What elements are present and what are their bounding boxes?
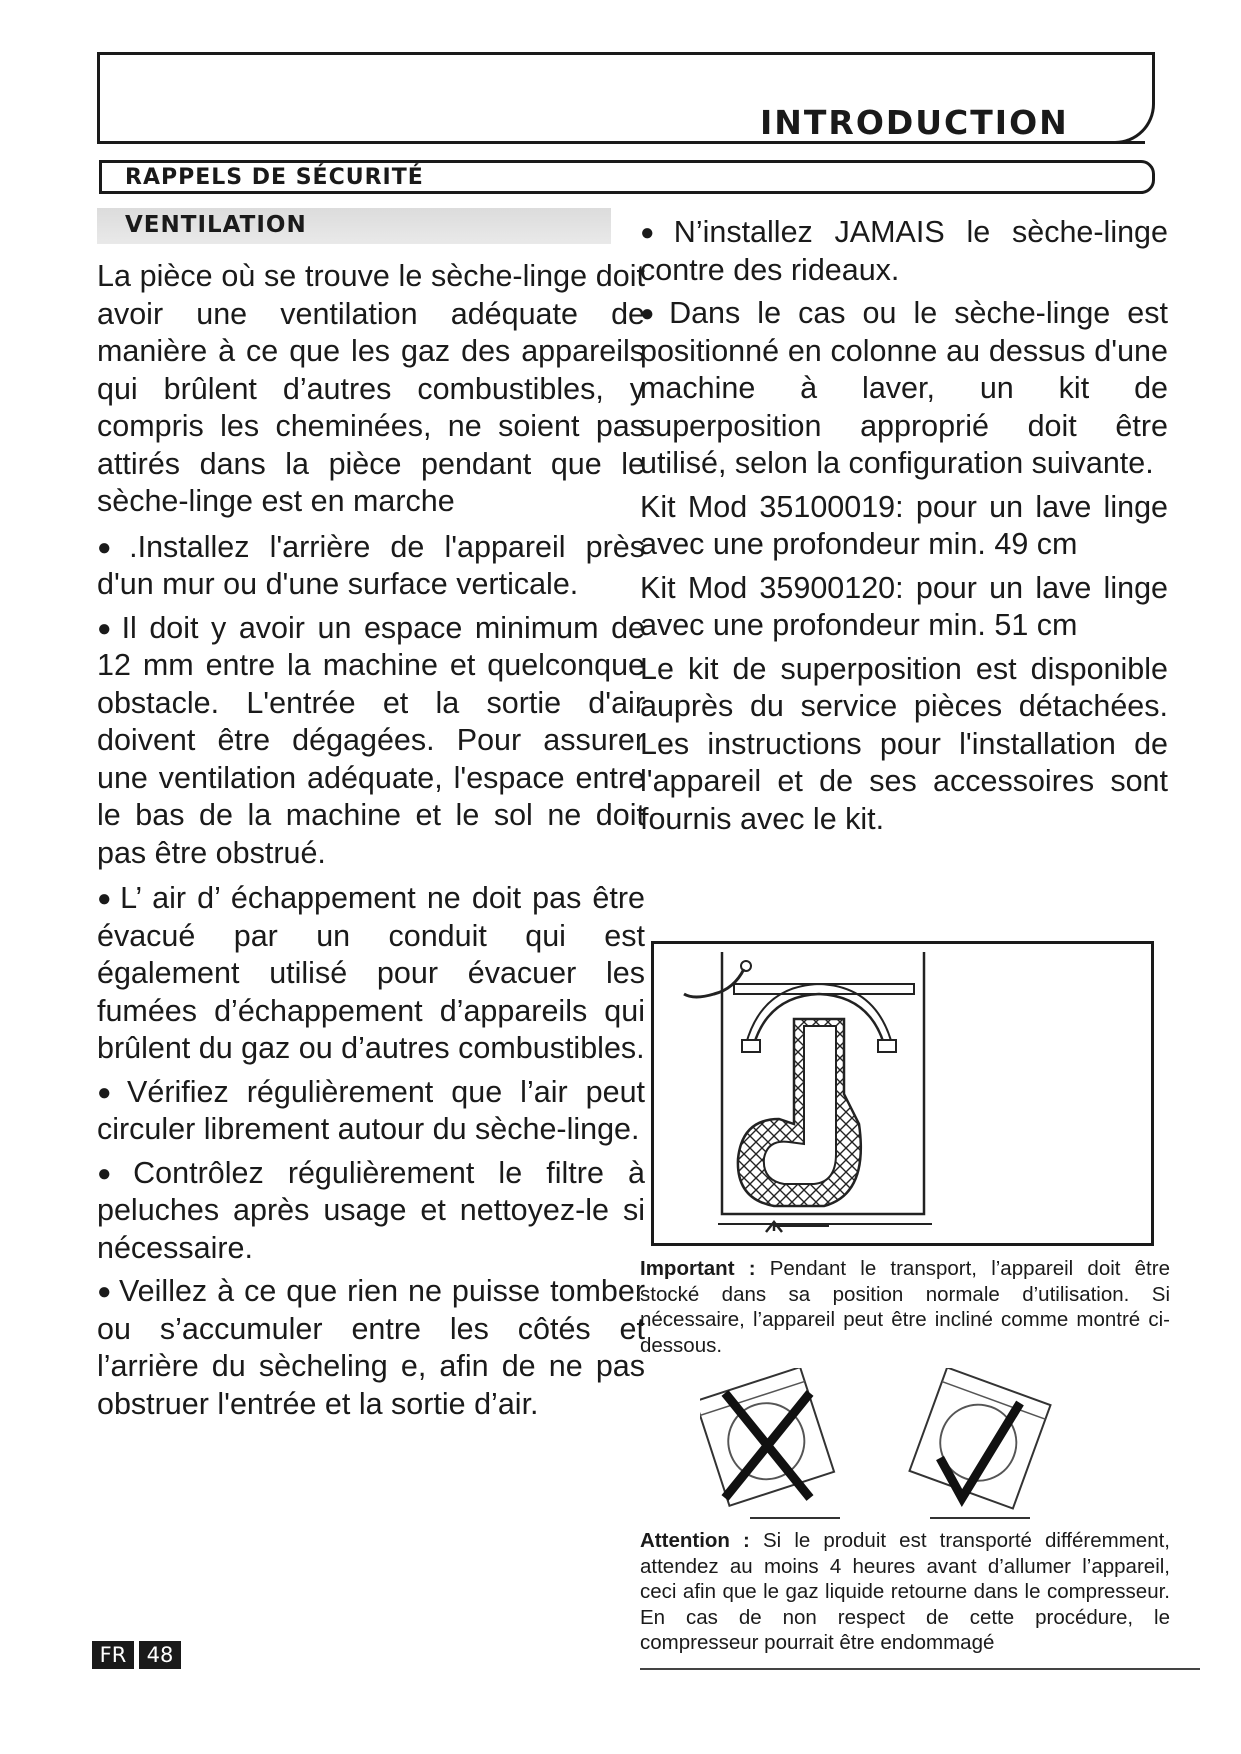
intro-rest: doit avoir une ventilation adéquate de manière à ce que les gaz des appareils qui brûlent d’autres combustibles, y compris les cheminées, ne soient pas attirés dans la pièce pendant que le sèche-linge est en marche bbox=[97, 259, 645, 518]
important-label: Important : bbox=[640, 1257, 756, 1280]
bullet-item bbox=[97, 610, 645, 873]
bullet-item bbox=[97, 1155, 645, 1268]
section-title: RAPPELS DE SÉCURITÉ bbox=[125, 165, 424, 190]
correct-tilt-icon bbox=[910, 1368, 1051, 1518]
bullet-text: Il doit y avoir un espace minimum de 12 mm entre la machine et quelconque obstacle. L'entrée et la sortie d'air doivent être dégagées. Pour assurer une ventilation adéquate, l'espace entre le bas de la machine et le sol ne doit pas être obstrué. bbox=[97, 610, 645, 870]
attention-label: Attention : bbox=[640, 1529, 750, 1552]
bullet-text: Vérifiez régulièrement que l’air peut circuler librement autour du sèche-linge. bbox=[97, 1074, 646, 1146]
page-title: INTRODUCTION bbox=[760, 103, 1069, 142]
kit-line: Kit Mod 35900120: pour un lave linge avec une profondeur min. 51 cm bbox=[640, 570, 1168, 642]
bullet-item bbox=[97, 1074, 645, 1149]
bullet-item bbox=[640, 295, 1168, 483]
attention-note bbox=[640, 1528, 1170, 1656]
intro-paragraph bbox=[97, 258, 645, 521]
bullet-item bbox=[97, 1273, 645, 1423]
stacking-kit-illustration bbox=[654, 944, 1151, 1243]
bullet-text: Contrôlez régulièrement le filtre à peluches après usage et nettoyez-le si nécessaire. bbox=[97, 1155, 645, 1265]
attention-text: Si le produit est transporté différemment, attendez au moins 4 heures avant d’allumer l’appareil, ceci afin que le gaz liquide retourne dans le compresseur. En cas de non respect de cette procédure, le compresseur pourrait être endommagé bbox=[640, 1529, 1170, 1654]
bullet-text: N’installez JAMAIS le sèche-linge contre des rideaux. bbox=[640, 215, 1168, 287]
important-note bbox=[640, 1256, 1170, 1358]
stacking-kit-diagram bbox=[651, 941, 1154, 1246]
intro-first-line: La pièce où se trouve le sèche-linge bbox=[97, 259, 588, 293]
wrong-tilt-icon bbox=[700, 1368, 840, 1518]
bullet-item bbox=[640, 214, 1168, 289]
bullet-text: Dans le cas ou le sèche-linge est positionné en colonne au dessus d'une machine à laver, un kit de superposition approprié doit être utilisé, selon la configuration suivante. bbox=[640, 296, 1168, 480]
bullet-icon: ● bbox=[97, 885, 115, 912]
bullet-icon: ● bbox=[97, 614, 116, 642]
tilt-illustrations bbox=[700, 1368, 1080, 1528]
header-frame-curve bbox=[1115, 52, 1155, 144]
bullet-item bbox=[97, 529, 645, 604]
kit-info-paragraph: Le kit de superposition est disponible auprès du service pièces détachées. Les instructions pour l'installation de l'appareil et de ses accessoires sont fournis avec le kit. bbox=[640, 651, 1168, 836]
bullet-text: Veillez à ce que rien ne puisse tomber ou s’accumuler entre les côtés et l’arrière du sècheling e, afin de ne pas obstruer l'entrée et la sortie d’air. bbox=[97, 1274, 646, 1421]
bullet-icon: ● bbox=[640, 219, 668, 246]
right-column bbox=[640, 214, 1168, 838]
language-badge: FR bbox=[92, 1641, 134, 1669]
bullet-text: .Installez l'arrière de l'appareil près d'un mur ou d'une surface verticale. bbox=[97, 529, 645, 601]
bullet-text: L’ air d’ échappement ne doit pas être évacué par un conduit qui est également utilisé pour évacuer les fumées d’échappement d’appareils qui brûlent du gaz ou d’autres combustibles. bbox=[97, 881, 645, 1065]
bullet-item bbox=[97, 880, 645, 1068]
bullet-icon: ● bbox=[97, 1159, 128, 1187]
ventilation-title: VENTILATION bbox=[125, 212, 307, 238]
important-text: Pendant le transport, l’appareil doit être stocké dans sa position normale d’utilisation. Si nécessaire, l’appareil peut être incliné comme montré ci-dessous. bbox=[640, 1257, 1170, 1357]
bullet-icon: ● bbox=[97, 1078, 122, 1106]
bullet-icon: ● bbox=[97, 533, 124, 561]
kit-line: Kit Mod 35100019: pour un lave linge avec une profondeur min. 49 cm bbox=[640, 489, 1168, 561]
page-number: 48 bbox=[139, 1641, 181, 1669]
left-column bbox=[97, 258, 645, 1423]
footer-rule bbox=[640, 1668, 1200, 1670]
bullet-icon: ● bbox=[640, 300, 664, 327]
bullet-icon: ● bbox=[97, 1278, 114, 1305]
